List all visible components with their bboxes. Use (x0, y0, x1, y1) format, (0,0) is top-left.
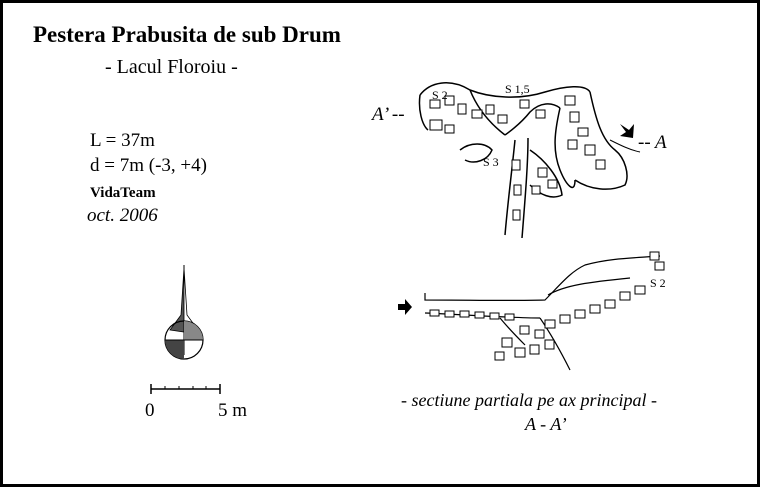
map-title: Pestera Prabusita de sub Drum (33, 22, 341, 47)
scale-end-label: 5 m (218, 400, 248, 421)
length-stat: L = 37m (90, 130, 155, 151)
profile-entrance-arrow-icon (398, 299, 412, 315)
team-name: VidaTeam (90, 185, 156, 201)
map-subtitle: - Lacul Floroiu - (105, 56, 238, 78)
profile-caption: - sectiune partiala pe ax principal - (401, 390, 657, 410)
entrance-arrow-icon (620, 124, 634, 138)
plan-rubble (430, 96, 605, 220)
scale-start-label: 0 (145, 400, 155, 421)
section-marker-a: -- A (638, 132, 667, 153)
profile-caption-axis: A - A’ (525, 414, 567, 434)
survey-date: oct. 2006 (87, 205, 158, 226)
section-marker-a-prime: A’ -- (372, 104, 405, 125)
section-label-s15: S 1,5 (505, 82, 530, 96)
scale-bar (151, 384, 220, 394)
cave-plan (419, 83, 640, 238)
profile-section-label-s2: S 2 (650, 276, 666, 290)
depth-stat: d = 7m (-3, +4) (90, 155, 207, 176)
profile-rubble (430, 252, 664, 360)
section-label-s2: S 2 (432, 88, 448, 102)
section-label-s3: S 3 (483, 155, 499, 169)
north-arrow-icon (165, 265, 203, 359)
